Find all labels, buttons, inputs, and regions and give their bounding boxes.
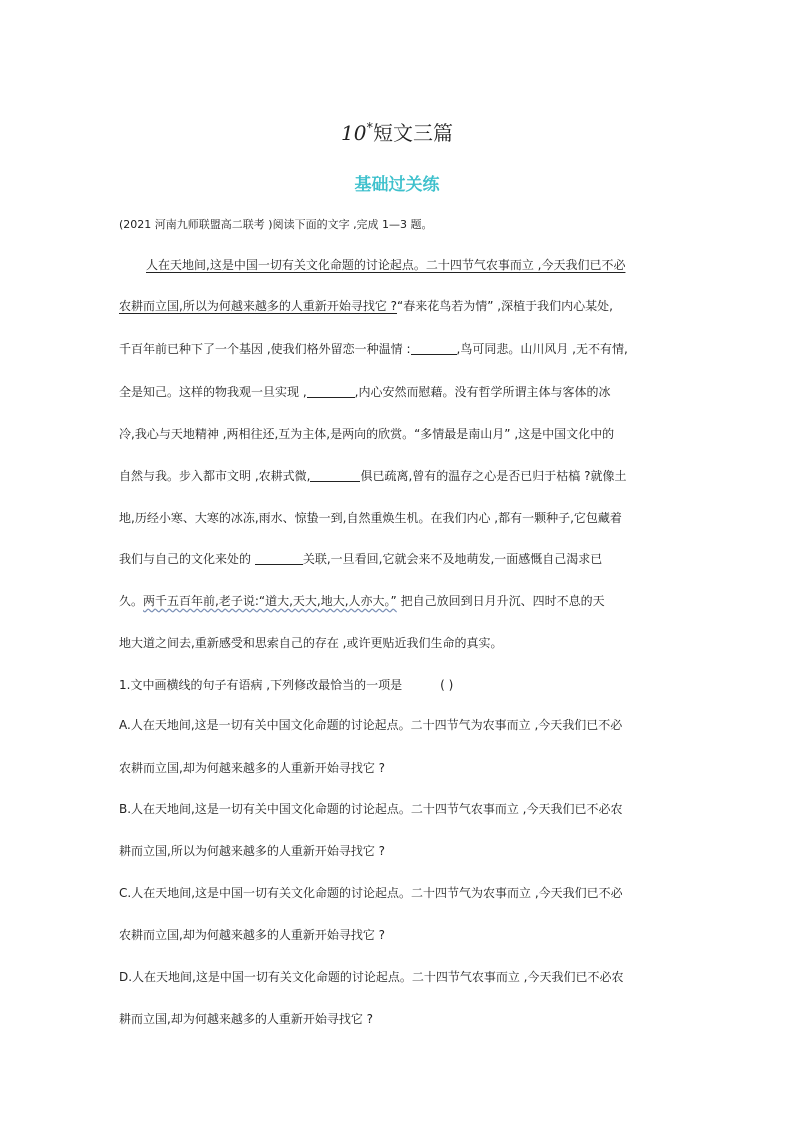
fill-in-blank[interactable] (307, 385, 355, 398)
fill-in-blank[interactable] (411, 342, 457, 355)
passage-text: “春来花鸟若为情” ,深植于我们内心某处, (397, 299, 613, 313)
passage-line-1 (146, 256, 625, 273)
question-text: 1.文中画横线的句子有语病 ,下列修改最恰当的一项是 (119, 678, 403, 692)
option-b-line-2[interactable]: 耕而立国,所以为何越来越多的人重新开始寻找它 ? (119, 844, 385, 858)
title-number: 10 (341, 121, 367, 145)
section-heading: 基础过关练 (354, 175, 440, 195)
option-d-line-2[interactable]: 耕而立国,却为何越来越多的人重新开始寻找它 ? (119, 1012, 373, 1026)
passage-line-4 (119, 383, 610, 400)
option-a-line-1[interactable]: A.人在天地间,这是一切有关中国文化命题的讨论起点。二十四节气为农事而立 ,今天我们已不必 (119, 718, 623, 732)
passage-text: 全是知己。这样的物我观一旦实现 , (119, 385, 307, 399)
passage-text: 我们与自己的文化来处的 (119, 552, 255, 566)
source-note: (2021 河南九师联盟高二联考 )阅读下面的文字 ,完成 1—3 题。 (119, 218, 433, 231)
title-star: * (366, 121, 373, 136)
passage-text: 千百年前已种下了一个基因 ,使我们格外留恋一种温情 : (119, 342, 411, 356)
passage-line-7: 地,历经小寒、大寒的冰冻,雨水、惊蛰一到,自然重焕生机。在我们内心 ,都有一颗种子,它包藏着 (119, 511, 622, 525)
option-b-line-1[interactable]: B.人在天地间,这是一切有关中国文化命题的讨论起点。二十四节气农事而立 ,今天我们已不必农 (119, 802, 623, 816)
option-a-line-2[interactable]: 农耕而立国,却为何越来越多的人重新开始寻找它 ? (119, 761, 385, 775)
passage-line-5: 冷,我心与天地精神 ,两相往还,互为主体,是两向的欣赏。“多情最是南山月” ,这是中国文化中的 (119, 427, 615, 441)
passage-text: 关联,一旦看回,它就会来不及地萌发,一面感慨自己渴求已 (302, 552, 603, 566)
passage-text: 把自己放回到日月升沉、四时不息的天 (396, 594, 605, 608)
passage-line-10: 地大道之间去,重新感受和思索自己的存在 ,或许更贴近我们生命的真实。 (119, 636, 503, 650)
option-c-line-1[interactable]: C.人在天地间,这是中国一切有关文化命题的讨论起点。二十四节气为农事而立 ,今天我们已不必 (119, 886, 623, 900)
fill-in-blank[interactable] (255, 552, 303, 565)
option-c-line-2[interactable]: 农耕而立国,却为何越来越多的人重新开始寻找它 ? (119, 928, 385, 942)
fill-in-blank[interactable] (310, 469, 360, 482)
passage-text: 俱已疏离,曾有的温存之心是否已归于枯槁 ?就像土 (360, 469, 627, 483)
passage-line-8 (119, 550, 602, 567)
passage-line-2 (119, 297, 613, 314)
passage-text: 久。 (119, 594, 144, 608)
wavy-underlined-quote: 两千五百年前,老子说:“道大,天大,地大,人亦大。” (143, 594, 397, 608)
answer-paren[interactable]: ( ) (440, 678, 454, 692)
title-text: 短文三篇 (372, 121, 453, 145)
passage-text: ,鸟可同悲。山川风月 ,无不有情, (456, 342, 628, 356)
passage-line-9 (119, 592, 605, 609)
option-d-line-1[interactable]: D.人在天地间,这是中国一切有关文化命题的讨论起点。二十四节气农事而立 ,今天我们已不必农 (119, 970, 624, 984)
passage-line-6 (119, 467, 626, 484)
underlined-sentence-part-2: 农耕而立国,所以为何越来越多的人重新开始寻找它 ? (119, 299, 398, 313)
passage-text: ,内心安然而慰藉。没有哲学所谓主体与客体的冰 (354, 385, 611, 399)
underlined-sentence-part-1: 人在天地间,这是中国一切有关文化命题的讨论起点。二十四节气农事而立 ,今天我们已不必 (146, 258, 626, 272)
passage-line-3 (119, 340, 628, 357)
passage-text: 自然与我。步入都市文明 ,农耕式微, (119, 469, 311, 483)
question-stem (119, 676, 453, 693)
page-title (0, 117, 794, 146)
